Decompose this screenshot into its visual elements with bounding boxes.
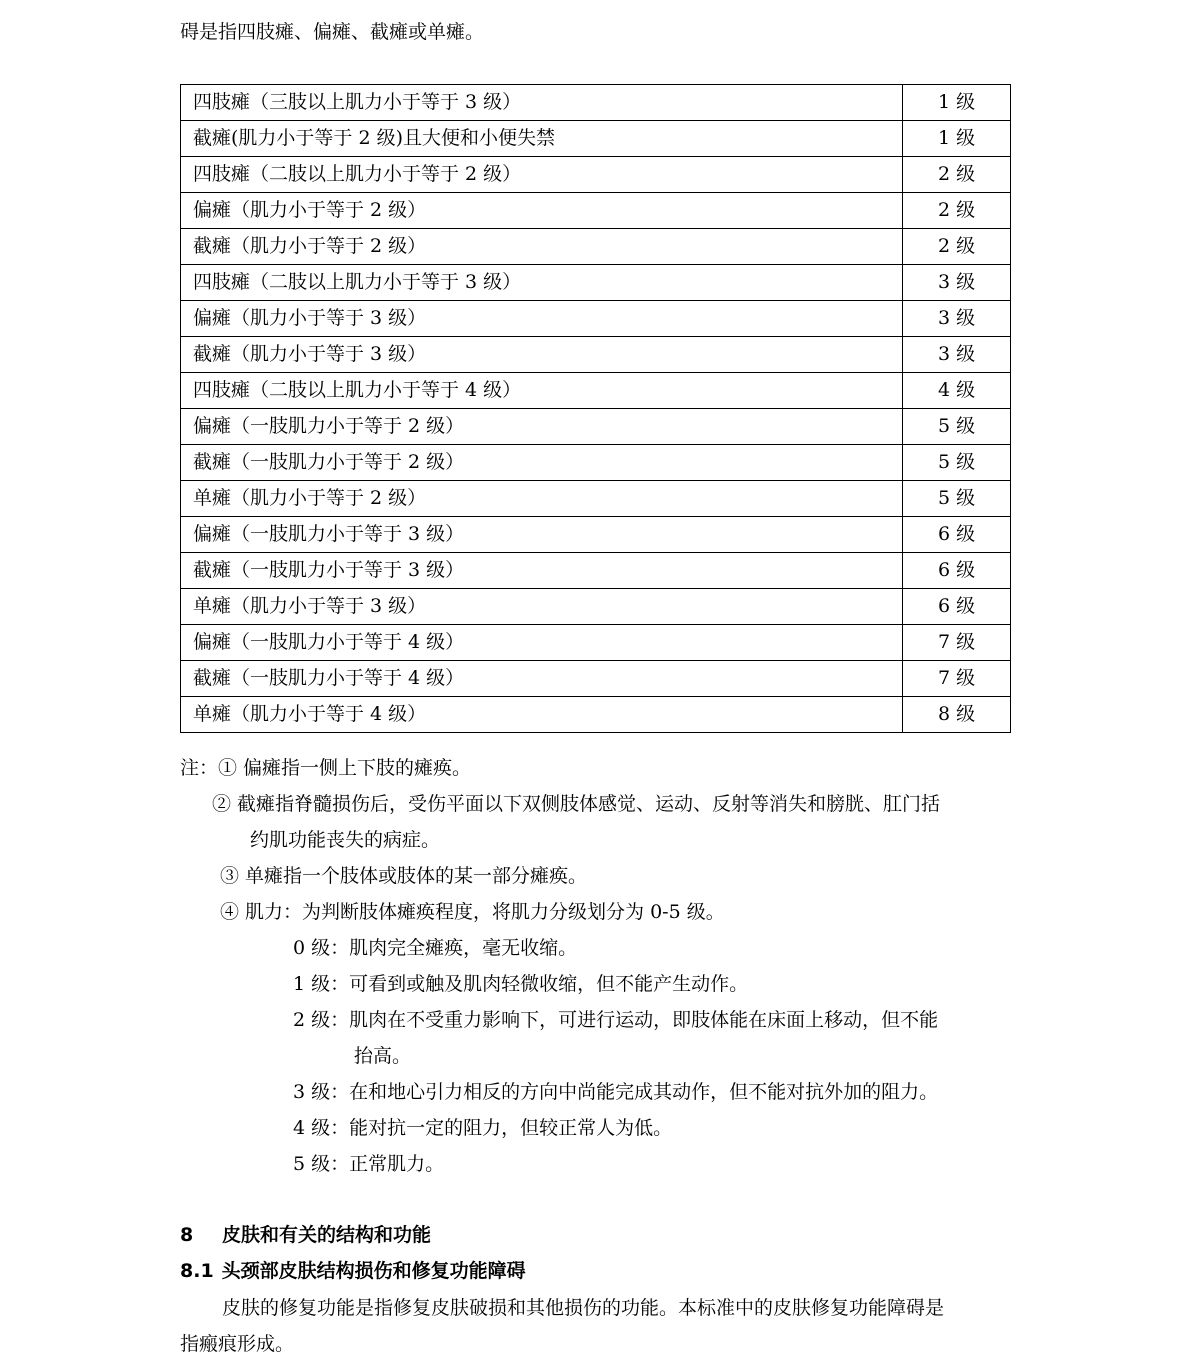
section-8-1-number: 8.1 [180,1260,214,1282]
table-row [181,85,1011,121]
level-cell: 5 级 [903,481,1011,517]
condition-cell: 四肢瘫（三肢以上肌力小于等于 3 级） [181,85,903,121]
paragraph-line-2: 指瘢痕形成。 [180,1333,295,1355]
condition-cell: 偏瘫（肌力小于等于 2 级） [181,193,903,229]
condition-cell: 截瘫（一肢肌力小于等于 3 级） [181,553,903,589]
section-8-1-heading [180,1256,1020,1283]
paragraph-line-1: 皮肤的修复功能是指修复皮肤破损和其他损伤的功能。本标准中的皮肤修复功能障碍是 [222,1297,945,1319]
notes-block [180,752,1020,1184]
note-3: ③ 单瘫指一个肢体或肢体的某一部分瘫痪。 [220,865,588,887]
level-cell: 1 级 [903,85,1011,121]
condition-cell: 偏瘫（一肢肌力小于等于 3 级） [181,517,903,553]
grade-4-definition: 4 级：能对抗一定的阻力，但较正常人为低。 [293,1117,673,1139]
table-row [181,553,1011,589]
level-cell: 3 级 [903,337,1011,373]
grade-2-definition-line-1: 2 级：肌肉在不受重力影响下，可进行运动，即肢体能在床面上移动，但不能 [293,1009,939,1031]
note-4: ④ 肌力：为判断肢体瘫痪程度，将肌力分级划分为 0-5 级。 [220,901,725,923]
condition-cell: 四肢瘫（二肢以上肌力小于等于 4 级） [181,373,903,409]
level-cell: 2 级 [903,229,1011,265]
level-cell: 6 级 [903,517,1011,553]
note-1-text: ① 偏瘫指一侧上下肢的瘫痪。 [218,757,472,779]
condition-cell: 截瘫（一肢肌力小于等于 2 级） [181,445,903,481]
table-row [181,301,1011,337]
condition-cell: 偏瘫（一肢肌力小于等于 4 级） [181,625,903,661]
section-8-1-paragraph [180,1292,1020,1364]
grade-5-definition: 5 级：正常肌力。 [293,1153,445,1175]
condition-cell: 截瘫（一肢肌力小于等于 4 级） [181,661,903,697]
level-cell: 4 级 [903,373,1011,409]
condition-cell: 偏瘫（肌力小于等于 3 级） [181,301,903,337]
level-cell: 7 级 [903,625,1011,661]
section-8-heading [180,1220,1020,1247]
level-cell: 3 级 [903,301,1011,337]
condition-cell: 截瘫（肌力小于等于 3 级） [181,337,903,373]
grade-3-definition: 3 级：在和地心引力相反的方向中尚能完成其动作，但不能对抗外加的阻力。 [293,1081,939,1103]
note-2-line-2: 约肌功能丧失的病症。 [250,829,441,851]
table-row [181,409,1011,445]
note-1 [180,752,1020,788]
notes-label: 注： [180,757,219,779]
table-row [181,625,1011,661]
level-cell: 2 级 [903,193,1011,229]
grade-1-definition: 1 级：可看到或触及肌肉轻微收缩，但不能产生动作。 [293,973,749,995]
condition-cell: 四肢瘫（二肢以上肌力小于等于 3 级） [181,265,903,301]
section-8-title: 皮肤和有关的结构和功能 [222,1224,432,1246]
level-cell: 3 级 [903,265,1011,301]
condition-cell: 单瘫（肌力小于等于 4 级） [181,697,903,733]
table-row [181,193,1011,229]
condition-cell: 截瘫(肌力小于等于 2 级)且大便和小便失禁 [181,121,903,157]
condition-cell: 偏瘫（一肢肌力小于等于 2 级） [181,409,903,445]
table-row [181,157,1011,193]
level-cell: 5 级 [903,445,1011,481]
section-8-1-title: 头颈部皮肤结构损伤和修复功能障碍 [221,1260,526,1282]
grade-2-definition-line-2: 抬高。 [354,1045,412,1067]
table-row [181,481,1011,517]
table-row [181,337,1011,373]
level-cell: 6 级 [903,589,1011,625]
table-row [181,661,1011,697]
section-8-number: 8 [180,1224,194,1246]
condition-cell: 单瘫（肌力小于等于 2 级） [181,481,903,517]
table-row [181,265,1011,301]
level-cell: 8 级 [903,697,1011,733]
condition-cell: 四肢瘫（二肢以上肌力小于等于 2 级） [181,157,903,193]
level-cell: 6 级 [903,553,1011,589]
condition-cell: 单瘫（肌力小于等于 3 级） [181,589,903,625]
table-row [181,589,1011,625]
table-row [181,373,1011,409]
intro-text: 碍是指四肢瘫、偏瘫、截瘫或单瘫。 [180,21,485,43]
table-row [181,697,1011,733]
table-row [181,445,1011,481]
table-row [181,229,1011,265]
paralysis-grade-table [180,84,1011,733]
level-cell: 1 级 [903,121,1011,157]
condition-cell: 截瘫（肌力小于等于 2 级） [181,229,903,265]
table-row [181,121,1011,157]
note-2-line-1: ② 截瘫指脊髓损伤后，受伤平面以下双侧肢体感觉、运动、反射等消失和膀胱、肛门括 [212,793,941,815]
level-cell: 2 级 [903,157,1011,193]
level-cell: 7 级 [903,661,1011,697]
grade-0-definition: 0 级：肌肉完全瘫痪，毫无收缩。 [293,937,578,959]
table-body [181,85,1011,733]
level-cell: 5 级 [903,409,1011,445]
table-row [181,517,1011,553]
